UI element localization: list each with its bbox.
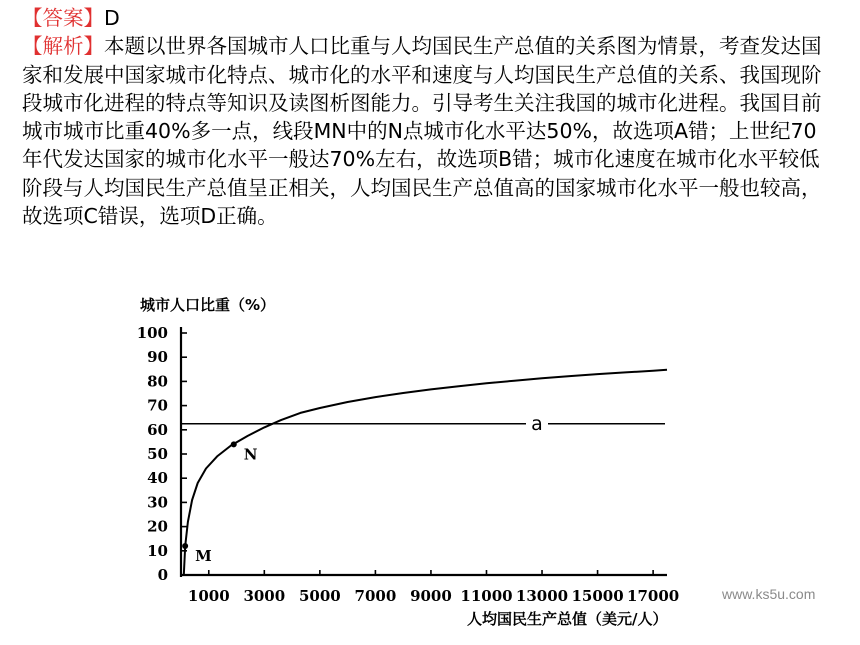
y-tick-label: 30	[147, 493, 168, 512]
y-tick-label: 50	[147, 445, 168, 463]
y-tick-label: 0	[157, 566, 168, 584]
x-tick-label: 9000	[410, 587, 452, 605]
watermark-text: www.ks5u.com	[722, 586, 816, 602]
point-label-m: M	[195, 546, 212, 565]
y-tick-label: 60	[147, 420, 168, 439]
x-tick-label: 15000	[571, 587, 624, 605]
y-tick-label: 90	[147, 348, 168, 367]
x-tick-label: 13000	[515, 587, 569, 605]
y-tick-label: 70	[147, 396, 168, 415]
x-tick-label: 5000	[298, 587, 341, 605]
point-label-n: N	[243, 445, 258, 464]
x-axis-title: 人均国民生产总值（美元/人）	[467, 610, 668, 628]
x-axis	[181, 570, 679, 605]
y-tick-label: 100	[136, 324, 168, 342]
y-tick-label: 10	[147, 541, 168, 560]
answer-value: D	[104, 6, 120, 30]
analysis-text: 本题以世界各国城市人口比重与人均国民生产总值的关系图为情景，考查发达国家和发展中国家城市化特点、城市化的水平和速度与人均国民生产总值的关系、我国现阶段城市化进程的特点等知识及读图析图能力。引导考生关注我国的城市化进程。我国目前城市城市比重40%多一点，线段MN中的N点城市化水平达50%，故选项A错；上世纪70年代发达国家的城市化水平一般达70%左右，故选项B错；城市化速度在城市化水平较低阶段与人均国民生产总值呈正相关，人均国民生产总值高的国家城市化水平一般也较高，故选项C错误，选项D正确。	[22, 34, 822, 229]
reference-line-label: a	[531, 412, 543, 435]
y-tick-label: 80	[147, 372, 168, 391]
x-tick-label: 1000	[187, 587, 230, 605]
answer-label: 【答案】	[22, 6, 104, 30]
x-tick-label: 11000	[460, 587, 513, 605]
x-tick-label: 3000	[243, 587, 286, 605]
y-axis	[137, 324, 187, 584]
point-m	[182, 543, 188, 549]
y-tick-label: 40	[147, 469, 168, 488]
x-tick-label: 7000	[354, 587, 397, 605]
point-n	[231, 441, 237, 447]
analysis-label: 【解析】	[22, 34, 104, 59]
y-axis-title: 城市人口比重（%）	[140, 296, 276, 314]
plot-area	[181, 370, 667, 575]
urbanization-curve	[184, 370, 667, 575]
y-tick-label: 20	[147, 517, 168, 536]
x-tick-label: 17000	[627, 587, 680, 605]
